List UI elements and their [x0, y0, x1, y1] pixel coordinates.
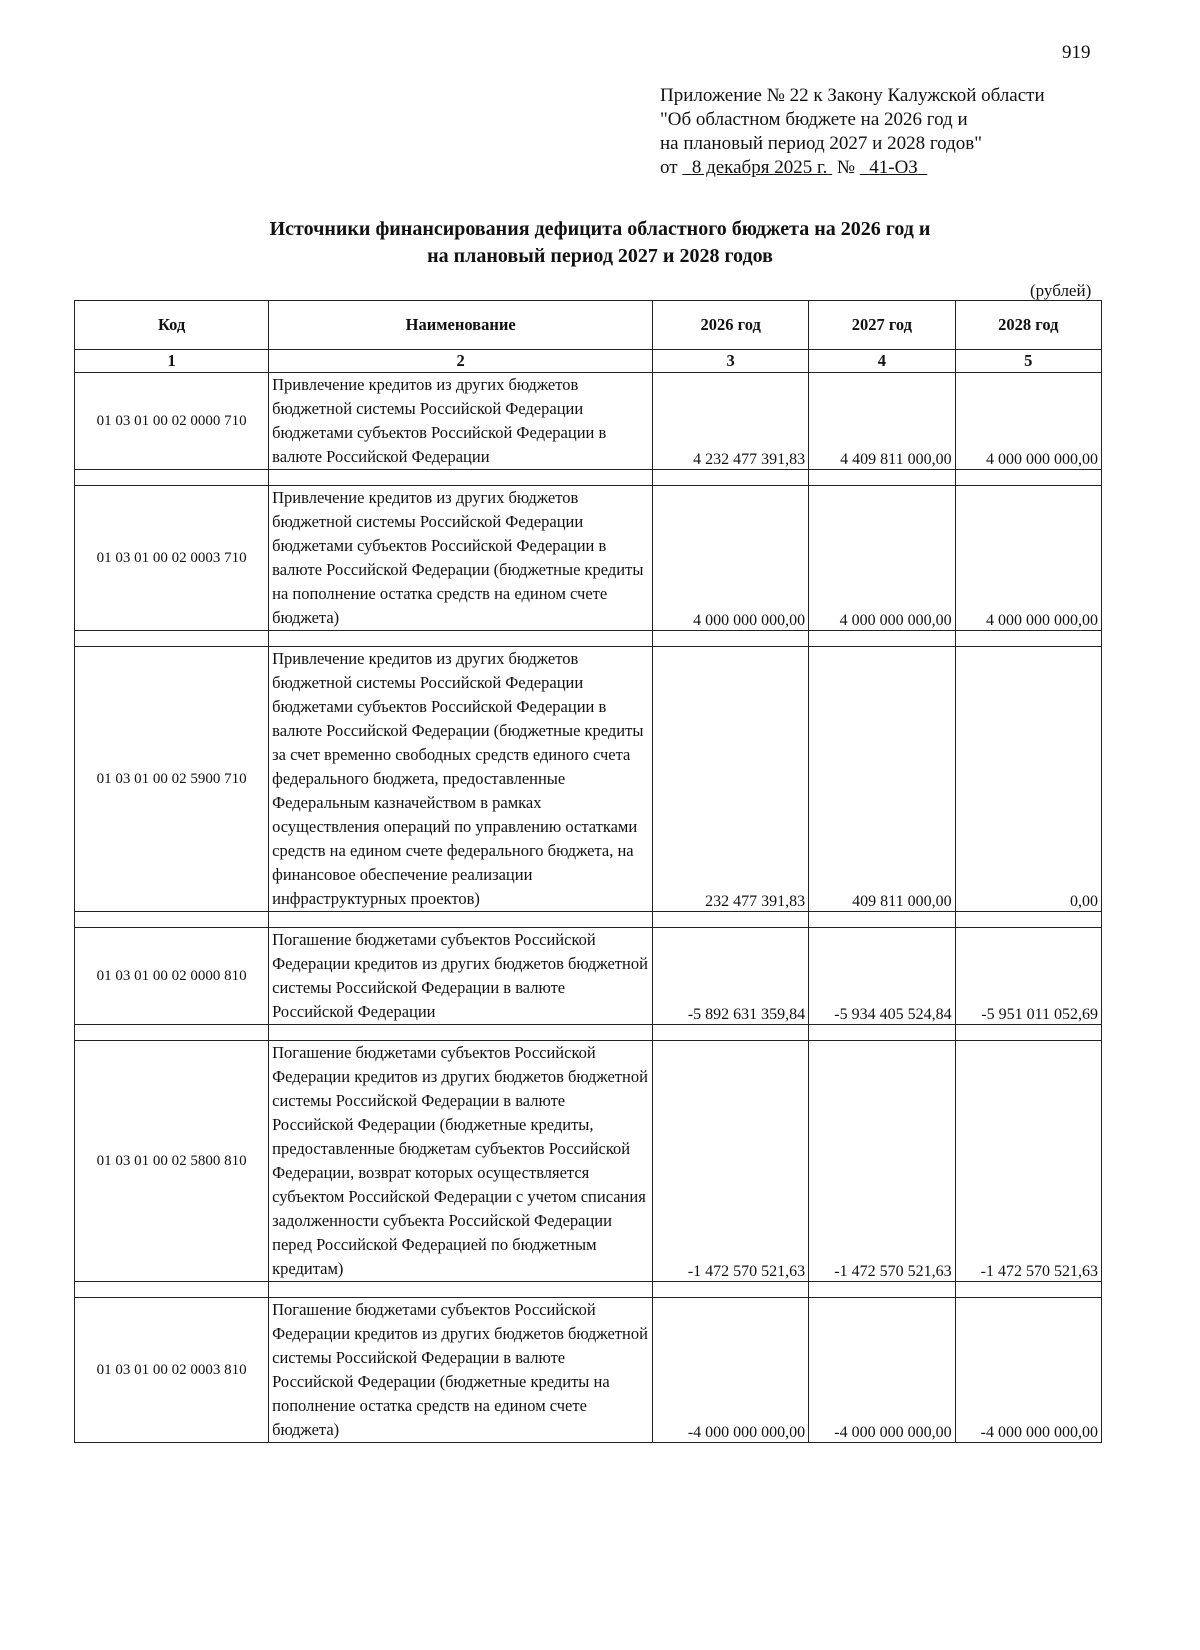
value-2027: -5 934 405 524,84	[809, 928, 955, 1025]
appendix-line-2: "Об областном бюджете на 2026 год и	[660, 109, 968, 130]
spacer-row	[75, 631, 1102, 647]
appendix-line-1: Приложение № 22 к Закону Калужской области	[660, 85, 1045, 106]
header-2026: 2026 год	[653, 301, 809, 350]
value-2027: 409 811 000,00	[809, 647, 955, 912]
column-number: 4	[809, 350, 955, 373]
column-number: 5	[955, 350, 1101, 373]
row-code: 01 03 01 00 02 0000 710	[75, 373, 269, 470]
table-header-row	[75, 301, 1102, 350]
value-2026: 4 000 000 000,00	[653, 486, 809, 631]
number-prefix: №	[836, 157, 855, 178]
header-name: Наименование	[269, 301, 653, 350]
row-name: Погашение бюджетами субъектов Российской Федерации кредитов из других бюджетов бюджетной системы Российской Федерации в валюте Российской Федерации (бюджетные кредиты, предоставленные бюджетам субъектов Российской Федерации, возврат которых осуществляется субъектом Российской Федерации с учетом списания задолженности субъекта Российской Федерации перед Российской Федерацией по бюджетным кредитам)	[269, 1041, 653, 1282]
appendix-line-3: на плановый период 2027 и 2028 годов"	[660, 133, 982, 154]
title-line-2: на плановый период 2027 и 2028 годов	[427, 245, 773, 267]
date-prefix: от	[660, 157, 678, 178]
table-row	[75, 486, 1102, 631]
header-code: Код	[75, 301, 269, 350]
table-row	[75, 647, 1102, 912]
value-2026: 232 477 391,83	[653, 647, 809, 912]
column-number: 2	[269, 350, 653, 373]
table-row	[75, 373, 1102, 470]
law-date: 8 декабря 2025 г.	[691, 157, 828, 178]
appendix-date-line	[660, 156, 1045, 180]
financing-sources-table	[74, 300, 1102, 1443]
value-2027: -1 472 570 521,63	[809, 1041, 955, 1282]
value-2027: -4 000 000 000,00	[809, 1298, 955, 1443]
spacer-row	[75, 470, 1102, 486]
page-number: 919	[1062, 42, 1091, 63]
row-name: Погашение бюджетами субъектов Российской Федерации кредитов из других бюджетов бюджетной системы Российской Федерации в валюте Российской Федерации	[269, 928, 653, 1025]
table-row	[75, 1298, 1102, 1443]
header-2028: 2028 год	[955, 301, 1101, 350]
value-2026: 4 232 477 391,83	[653, 373, 809, 470]
table-row	[75, 1041, 1102, 1282]
spacer-row	[75, 1282, 1102, 1298]
column-number: 3	[653, 350, 809, 373]
row-name: Погашение бюджетами субъектов Российской Федерации кредитов из других бюджетов бюджетной системы Российской Федерации в валюте Российской Федерации (бюджетные кредиты на пополнение остатка средств на едином счете бюджета)	[269, 1298, 653, 1443]
value-2028: 4 000 000 000,00	[955, 373, 1101, 470]
value-2028: -1 472 570 521,63	[955, 1041, 1101, 1282]
value-2028: 0,00	[955, 647, 1101, 912]
appendix-header	[660, 84, 1045, 180]
title-line-1: Источники финансирования дефицита областного бюджета на 2026 год и	[269, 218, 931, 240]
row-code: 01 03 01 00 02 5900 710	[75, 647, 269, 912]
spacer-row	[75, 1025, 1102, 1041]
value-2028: -5 951 011 052,69	[955, 928, 1101, 1025]
spacer-row	[75, 912, 1102, 928]
value-2026: -1 472 570 521,63	[653, 1041, 809, 1282]
row-name: Привлечение кредитов из других бюджетов бюджетной системы Российской Федерации бюджетами субъектов Российской Федерации в валюте Российской Федерации (бюджетные кредиты за счет временно свободных средств единого счета федерального бюджета, предоставленные Федеральным казначейством в рамках осуществления операций по управлению остатками средств на едином счете федерального бюджета, на финансовое обеспечение реализации инфраструктурных проектов)	[269, 647, 653, 912]
law-number: 41-ОЗ	[869, 157, 918, 178]
value-2026: -5 892 631 359,84	[653, 928, 809, 1025]
value-2026: -4 000 000 000,00	[653, 1298, 809, 1443]
document-title	[140, 216, 1060, 270]
table-row	[75, 928, 1102, 1025]
row-code: 01 03 01 00 02 0003 710	[75, 486, 269, 631]
row-code: 01 03 01 00 02 5800 810	[75, 1041, 269, 1282]
units-label: (рублей)	[1030, 281, 1092, 300]
column-number-row	[75, 350, 1102, 373]
value-2028: -4 000 000 000,00	[955, 1298, 1101, 1443]
value-2027: 4 409 811 000,00	[809, 373, 955, 470]
header-2027: 2027 год	[809, 301, 955, 350]
value-2027: 4 000 000 000,00	[809, 486, 955, 631]
row-code: 01 03 01 00 02 0000 810	[75, 928, 269, 1025]
row-name: Привлечение кредитов из других бюджетов бюджетной системы Российской Федерации бюджетами субъектов Российской Федерации в валюте Российской Федерации (бюджетные кредиты на пополнение остатка средств на едином счете бюджета)	[269, 486, 653, 631]
row-code: 01 03 01 00 02 0003 810	[75, 1298, 269, 1443]
row-name: Привлечение кредитов из других бюджетов бюджетной системы Российской Федерации бюджетами субъектов Российской Федерации в валюте Российской Федерации	[269, 373, 653, 470]
column-number: 1	[75, 350, 269, 373]
value-2028: 4 000 000 000,00	[955, 486, 1101, 631]
